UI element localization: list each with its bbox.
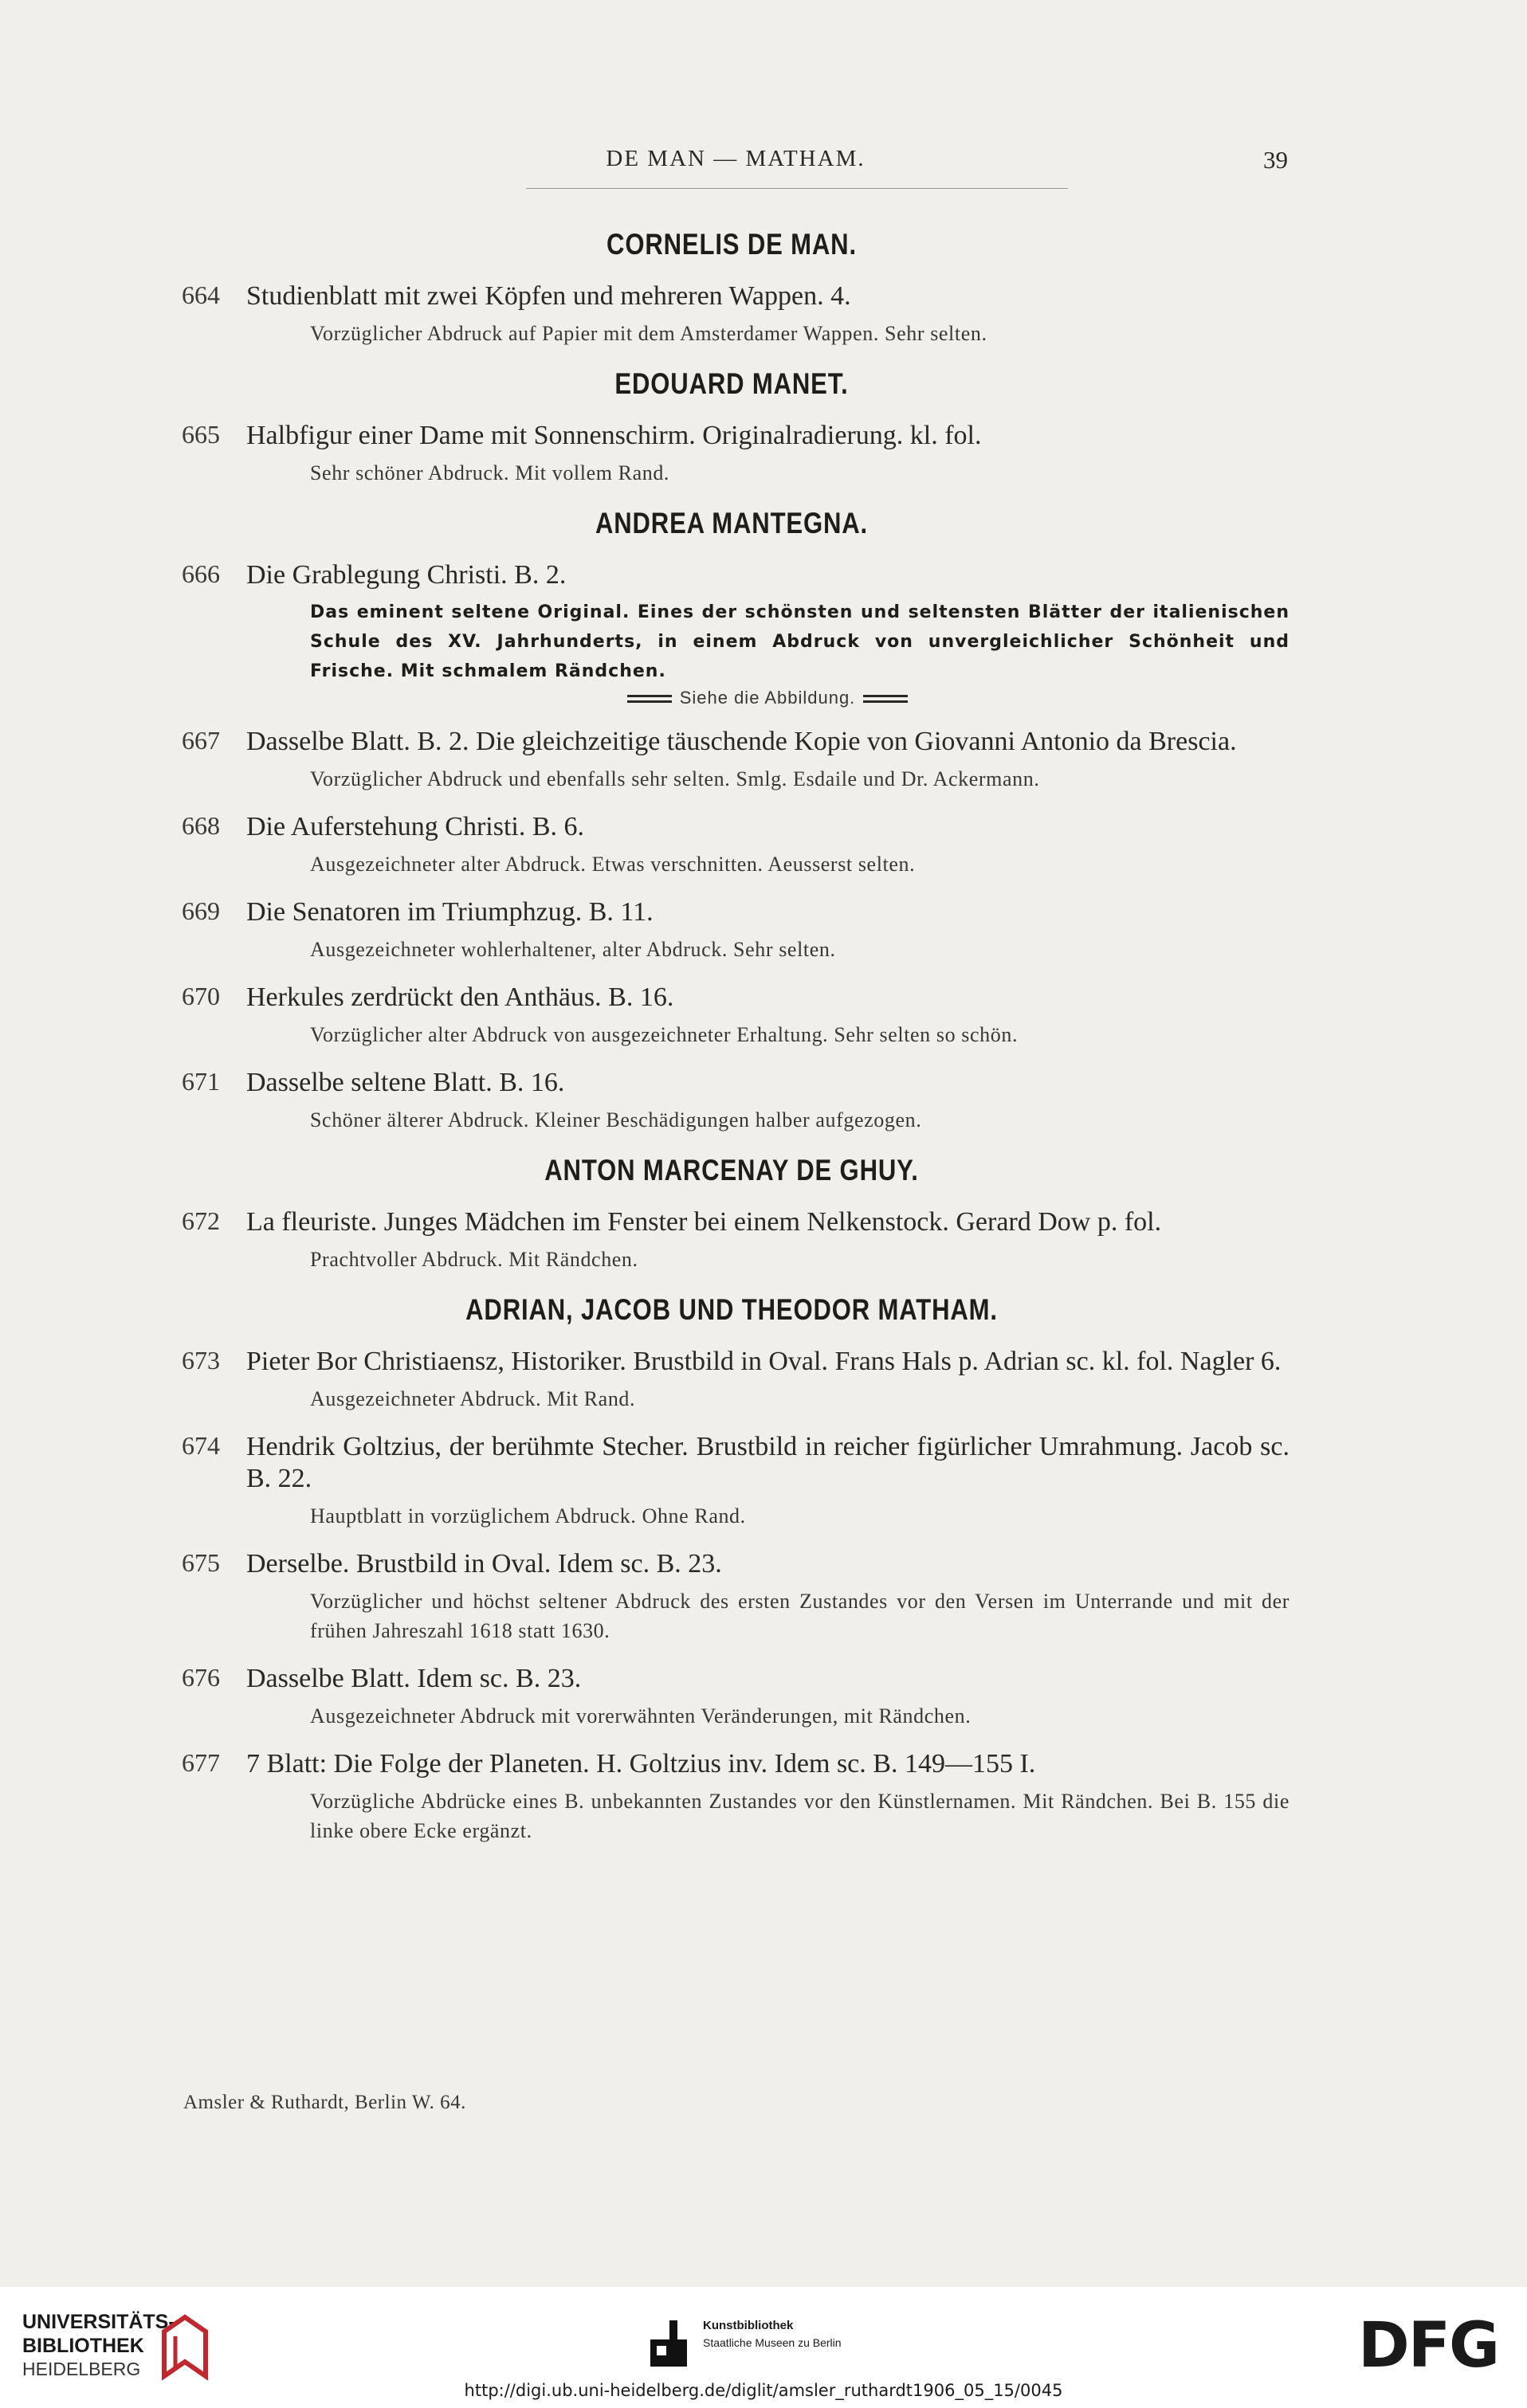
lot-condition-note: Prachtvoller Abdruck. Mit Rändchen. (310, 1248, 638, 1271)
lot-condition-note: Schöner älterer Abdruck. Kleiner Beschädigungen halber aufgezogen. (310, 1108, 922, 1131)
lot-number: 677 (182, 1748, 220, 1777)
artist-section (174, 507, 1290, 1135)
lot-title: Dasselbe Blatt. B. 2. Die gleichzeitige täuschende Kopie von Giovanni Antonio da Brescia. (246, 727, 1237, 756)
lot-condition-note: Vorzüglicher Abdruck und ebenfalls sehr selten. Smlg. Esdaile und Dr. Ackermann. (310, 767, 1040, 790)
dfg-logo: DFG (1358, 2310, 1499, 2382)
artist-section (174, 367, 1290, 488)
lot-number: 670 (182, 982, 220, 1010)
publisher-imprint: Amsler & Ruthardt, Berlin W. 64. (183, 2092, 466, 2113)
running-head (183, 146, 1288, 186)
lot-title: Die Auferstehung Christi. B. 6. (246, 812, 585, 841)
artist-section (174, 228, 1290, 348)
see-illustration-note (245, 688, 1290, 708)
catalogue-entry (174, 896, 1290, 964)
lot-title: Dasselbe Blatt. Idem sc. B. 23. (246, 1664, 582, 1693)
lot-title: La fleuriste. Junges Mädchen im Fenster bei einem Nelkenstock. Gerard Dow p. fol. (246, 1207, 1162, 1237)
artist-heading: EDOUARD MANET. (614, 367, 849, 400)
lot-number: 668 (182, 811, 220, 840)
catalogue-entry (174, 811, 1290, 879)
catalogue-entry (174, 1206, 1290, 1274)
lot-number: 671 (182, 1067, 220, 1096)
double-rule-left (627, 695, 672, 703)
see-illustration-text: Siehe die Abbildung. (679, 688, 856, 708)
lot-condition-note: Vorzüglicher und höchst seltener Abdruck des ersten Zustandes vor den Versen im Unterrande und mit der frühen Jahreszahl 1618 statt 1630. (310, 1590, 1290, 1642)
kunstbibliothek-logo-icon (650, 2320, 695, 2367)
library-name-line3: HEIDELBERG (22, 2359, 141, 2379)
artist-heading: ADRIAN, JACOB UND THEODOR MATHAM. (465, 1293, 998, 1326)
lot-condition-note: Ausgezeichneter Abdruck. Mit Rand. (310, 1387, 636, 1410)
lot-title: Die Grablegung Christi. B. 2. (246, 560, 567, 590)
lot-title: 7 Blatt: Die Folge der Planeten. H. Goltzius inv. Idem sc. B. 149—155 I. (246, 1749, 1036, 1779)
lot-condition-note: Ausgezeichneter alter Abdruck. Etwas verschnitten. Aeusserst selten. (310, 853, 916, 876)
catalogue-entry (174, 1548, 1290, 1645)
header-rule (526, 188, 1068, 189)
artist-section (174, 1293, 1290, 1845)
lot-title: Pieter Bor Christiaensz, Historiker. Brustbild in Oval. Frans Hals p. Adrian sc. kl. fol. Nagler 6. (246, 1347, 1282, 1376)
lot-number: 667 (182, 726, 220, 755)
running-title: DE MAN — MATHAM. (606, 146, 866, 171)
catalogue-entry (174, 1346, 1290, 1414)
catalogue-entry (174, 559, 1290, 708)
lot-number: 664 (182, 280, 220, 309)
lot-title: Studienblatt mit zwei Köpfen und mehreren Wappen. 4. (246, 281, 851, 311)
lot-title: Herkules zerdrückt den Anthäus. B. 16. (246, 982, 674, 1012)
lot-number: 676 (182, 1663, 220, 1692)
lot-condition-note: Vorzüglicher Abdruck auf Papier mit dem Amsterdamer Wappen. Sehr selten. (310, 322, 987, 345)
artist-heading: CORNELIS DE MAN. (606, 228, 857, 261)
lot-condition-note: Ausgezeichneter wohlerhaltener, alter Abdruck. Sehr selten. (310, 938, 836, 961)
lot-title: Halbfigur einer Dame mit Sonnenschirm. Originalradierung. kl. fol. (246, 421, 982, 450)
catalogue-entry (174, 1067, 1290, 1135)
library-name-line2: BIBLIOTHEK (22, 2335, 144, 2357)
lot-number: 666 (182, 559, 220, 588)
catalogue-entry (174, 280, 1290, 348)
lot-condition-note: Sehr schöner Abdruck. Mit vollem Rand. (310, 461, 670, 484)
page-number: 39 (1263, 146, 1288, 174)
catalogue-entry (174, 1748, 1290, 1845)
lot-number: 675 (182, 1548, 220, 1577)
catalogue-entry (174, 726, 1290, 794)
lot-condition-note: Vorzüglicher alter Abdruck von ausgezeichneter Erhaltung. Sehr selten so schön. (310, 1023, 1019, 1046)
source-url[interactable]: http://digi.ub.uni-heidelberg.de/diglit/amsler_ruthardt1906_05_15/0045 (464, 2381, 1063, 2400)
artist-section (174, 1154, 1290, 1274)
lot-number: 674 (182, 1431, 220, 1460)
lot-number: 672 (182, 1206, 220, 1235)
catalogue-entry (174, 1663, 1290, 1731)
lot-title: Dasselbe seltene Blatt. B. 16. (246, 1068, 565, 1097)
catalogue-entry (174, 420, 1290, 488)
lot-condition-note: Hauptblatt in vorzüglichem Abdruck. Ohne Rand. (310, 1504, 746, 1528)
lot-number: 673 (182, 1346, 220, 1375)
library-name-line1: UNIVERSITÄTS- (22, 2311, 175, 2333)
lot-title: Die Senatoren im Triumphzug. B. 11. (246, 897, 654, 927)
lot-condition-note: Vorzügliche Abdrücke eines B. unbekannten Zustandes vor den Künstlernamen. Mit Rändchen. Bei B. 155 die linke obere Ecke ergänzt. (310, 1790, 1290, 1842)
kunstbibliothek-subtitle: Staatliche Museen zu Berlin (703, 2336, 842, 2349)
lot-title: Derselbe. Brustbild in Oval. Idem sc. B. 23. (246, 1549, 722, 1579)
catalogue-content (174, 214, 1290, 1865)
lot-number: 669 (182, 896, 220, 925)
library-emblem-icon (158, 2312, 212, 2381)
artist-heading: ANDREA MANTEGNA. (595, 507, 869, 539)
lot-condition-note: Ausgezeichneter Abdruck mit vorerwähnten Veränderungen, mit Rändchen. (310, 1704, 972, 1728)
kunstbibliothek-name: Kunstbibliothek (703, 2319, 794, 2332)
catalogue-entry (174, 1431, 1290, 1531)
artist-heading: ANTON MARCENAY DE GHUY. (544, 1154, 919, 1186)
double-rule-right (863, 695, 908, 703)
lot-title: Hendrik Goltzius, der berühmte Stecher. Brustbild in reicher figürlicher Umrahmung. Jacob sc. B. 22. (246, 1432, 1290, 1493)
lot-number: 665 (182, 420, 220, 449)
catalogue-entry (174, 982, 1290, 1049)
lot-condition-note: Das eminent seltene Original. Eines der schönsten und seltensten Blätter der italienischen Schule des XV. Jahrhunderts, in einem Abdruck von unvergleichlicher Schönheit und Frische. Mit schmalem Rändchen. (310, 602, 1290, 681)
